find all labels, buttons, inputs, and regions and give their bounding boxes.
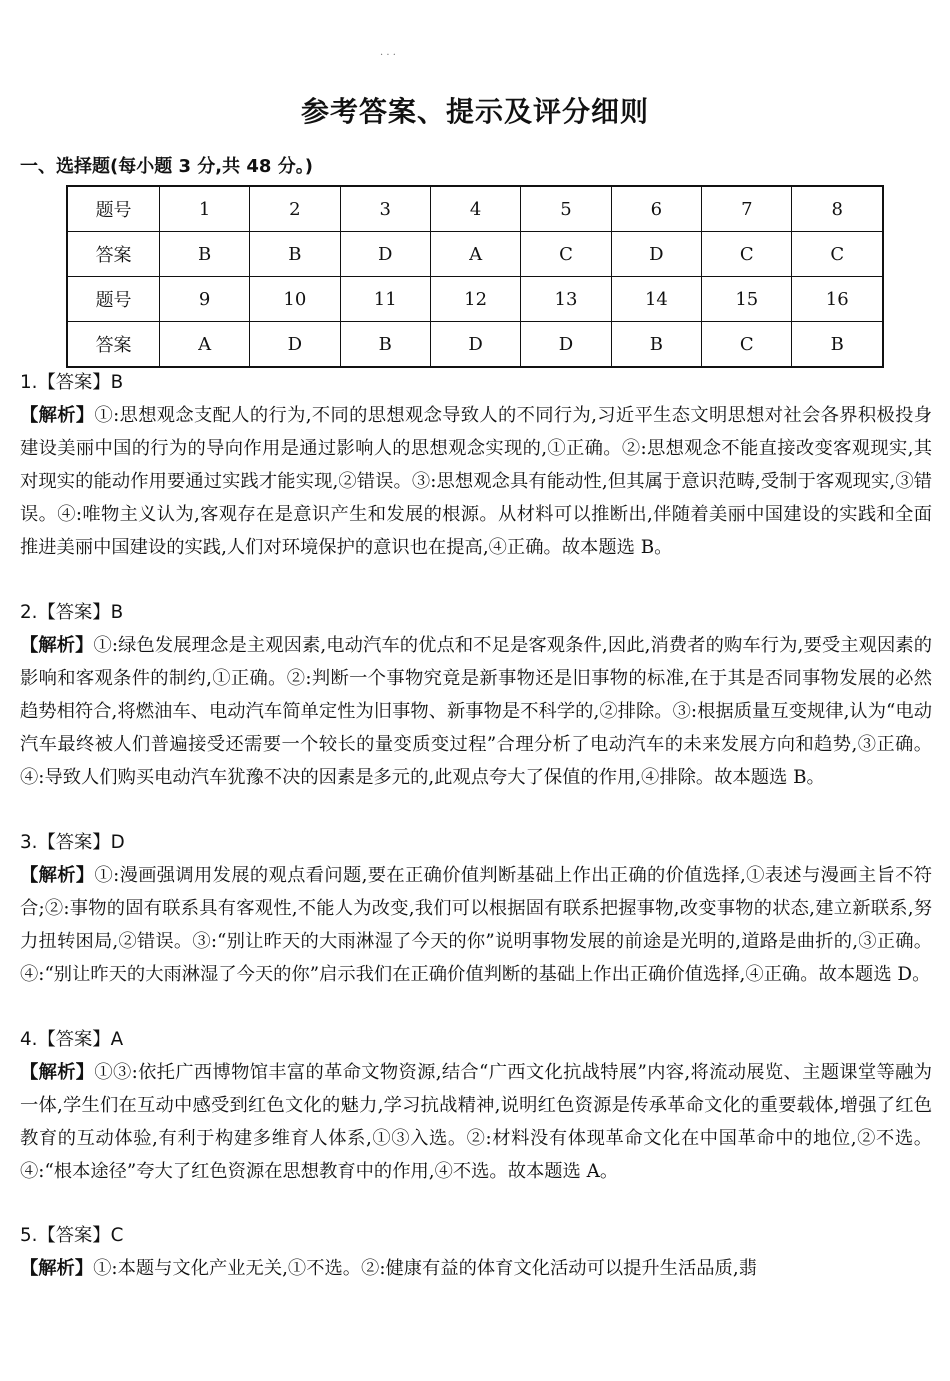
answer-cell: C xyxy=(702,322,792,368)
table-row xyxy=(67,277,883,322)
question-4 xyxy=(20,1023,932,1188)
question-number: 9 xyxy=(160,277,250,322)
answer-cell: B xyxy=(792,322,883,368)
question-number: 12 xyxy=(430,277,520,322)
answer-cell: C xyxy=(521,232,611,277)
answer-cell: C xyxy=(792,232,883,277)
explanation-text: ①:本题与文化产业无关,①不选。②:健康有益的体育文化活动可以提升生活品质,翡 xyxy=(93,1258,757,1279)
answer-cell: D xyxy=(611,232,701,277)
question-number: 4 xyxy=(430,186,520,232)
explanation-label: 【解析】 xyxy=(20,1258,94,1279)
row-label-number: 题号 xyxy=(67,186,160,232)
answer-line: 5.【答案】C xyxy=(20,1225,124,1246)
row-label-answer: 答案 xyxy=(67,232,160,277)
answer-line: 3.【答案】D xyxy=(20,832,125,853)
answer-cell: A xyxy=(430,232,520,277)
answer-line: 2.【答案】B xyxy=(20,602,124,623)
question-number: 8 xyxy=(792,186,883,232)
section-heading-multiple-choice: 一、选择题(每小题 3 分,共 48 分。) xyxy=(20,156,313,177)
question-1 xyxy=(20,366,932,564)
page-title: 参考答案、提示及评分细则 xyxy=(300,95,649,128)
answer-table xyxy=(66,185,884,368)
question-number: 14 xyxy=(611,277,701,322)
question-number: 2 xyxy=(250,186,340,232)
explanation-text: ①:绿色发展理念是主观因素,电动汽车的优点和不足是客观条件,因此,消费者的购车行为,要受主观因素的影响和客观条件的制约,①正确。②:判断一个事物究竟是新事物还是旧事物的标准,在于其是否同事物发展的必然趋势相符合,将燃油车、电动汽车简单定性为旧事物、新事物是不科学的,②排除。③:根据质量互变规律,认为“电动汽车最终被人们普遍接受还需要一个较长的量变质变过程”合理分析了电动汽车的未来发展方向和趋势,③正确。④:导致人们购买电动汽车犹豫不决的因素是多元的,此观点夸大了保值的作用,④排除。故本题选 B。 xyxy=(20,635,933,788)
answer-cell: B xyxy=(160,232,250,277)
question-number: 1 xyxy=(160,186,250,232)
question-2 xyxy=(20,596,932,794)
row-label-number: 题号 xyxy=(67,277,160,322)
explanation xyxy=(20,1056,932,1188)
explanation-text: ①:思想观念支配人的行为,不同的思想观念导致人的不同行为,习近平生态文明思想对社会各界积极投身建设美丽中国的行为的导向作用是通过影响人的思想观念实现的,①正确。②:思想观念不能直接改变客观现实,其对现实的能动作用要通过实践才能实现,②错误。③:思想观念具有能动性,但其属于意识范畴,受制于客观现实,③错误。④:唯物主义认为,客观存在是意识产生和发展的根源。从材料可以推断出,伴随着美丽中国建设的实践和全面推进美丽中国建设的实践,人们对环境保护的意识也在提高,④正确。故本题选 B。 xyxy=(20,405,933,558)
question-3 xyxy=(20,826,932,991)
explanation-label: 【解析】 xyxy=(20,635,94,656)
question-number: 10 xyxy=(250,277,340,322)
explanation-label: 【解析】 xyxy=(20,1062,95,1083)
explanation-text: ①③:依托广西博物馆丰富的革命文物资源,结合“广西文化抗战特展”内容,将流动展览、主题课堂等融为一体,学生们在互动中感受到红色文化的魅力,学习抗战精神,说明红色资源是传承革命文化的重要载体,增强了红色教育的互动体验,有利于构建多维育人体系,①③入选。②:材料没有体现革命文化在中国革命中的地位,②不选。④:“根本途径”夸大了红色资源在思想教育中的作用,④不选。故本题选 A。 xyxy=(20,1062,932,1182)
answer-cell: B xyxy=(340,322,430,368)
table-row xyxy=(67,232,883,277)
answer-cell: D xyxy=(521,322,611,368)
answer-cell: D xyxy=(430,322,520,368)
answer-cell: D xyxy=(340,232,430,277)
question-number: 16 xyxy=(792,277,883,322)
explanation xyxy=(20,859,932,991)
question-number: 13 xyxy=(521,277,611,322)
question-number: 5 xyxy=(521,186,611,232)
question-number: 3 xyxy=(340,186,430,232)
question-number: 15 xyxy=(702,277,792,322)
cut-off-text-line xyxy=(20,1290,932,1302)
question-5 xyxy=(20,1219,932,1285)
row-label-answer: 答案 xyxy=(67,322,160,368)
question-number: 6 xyxy=(611,186,701,232)
question-number: 7 xyxy=(702,186,792,232)
answer-cell: B xyxy=(250,232,340,277)
question-number: 11 xyxy=(340,277,430,322)
explanation-label: 【解析】 xyxy=(20,865,95,886)
explanation xyxy=(20,629,932,794)
answer-cell: C xyxy=(702,232,792,277)
answer-line: 4.【答案】A xyxy=(20,1029,124,1050)
answer-cell: B xyxy=(611,322,701,368)
answer-line: 1.【答案】B xyxy=(20,372,124,393)
explanation xyxy=(20,1252,932,1285)
explanation xyxy=(20,399,932,564)
table-row xyxy=(67,186,883,232)
answer-cell: D xyxy=(250,322,340,368)
explanation-text: ①:漫画强调用发展的观点看问题,要在正确价值判断基础上作出正确的价值选择,①表述与漫画主旨不符合;②:事物的固有联系具有客观性,不能人为改变,我们可以根据固有联系把握事物,改变事物的状态,建立新联系,努力扭转困局,②错误。③:“别让昨天的大雨淋湿了今天的你”说明事物发展的前途是光明的,道路是曲折的,③正确。④:“别让昨天的大雨淋湿了今天的你”启示我们在正确价值判断的基础上作出正确价值选择,④正确。故本题选 D。 xyxy=(20,865,933,985)
answer-cell: A xyxy=(160,322,250,368)
table-row xyxy=(67,322,883,368)
scan-marks: · · · xyxy=(380,50,396,61)
explanation-label: 【解析】 xyxy=(20,405,95,426)
